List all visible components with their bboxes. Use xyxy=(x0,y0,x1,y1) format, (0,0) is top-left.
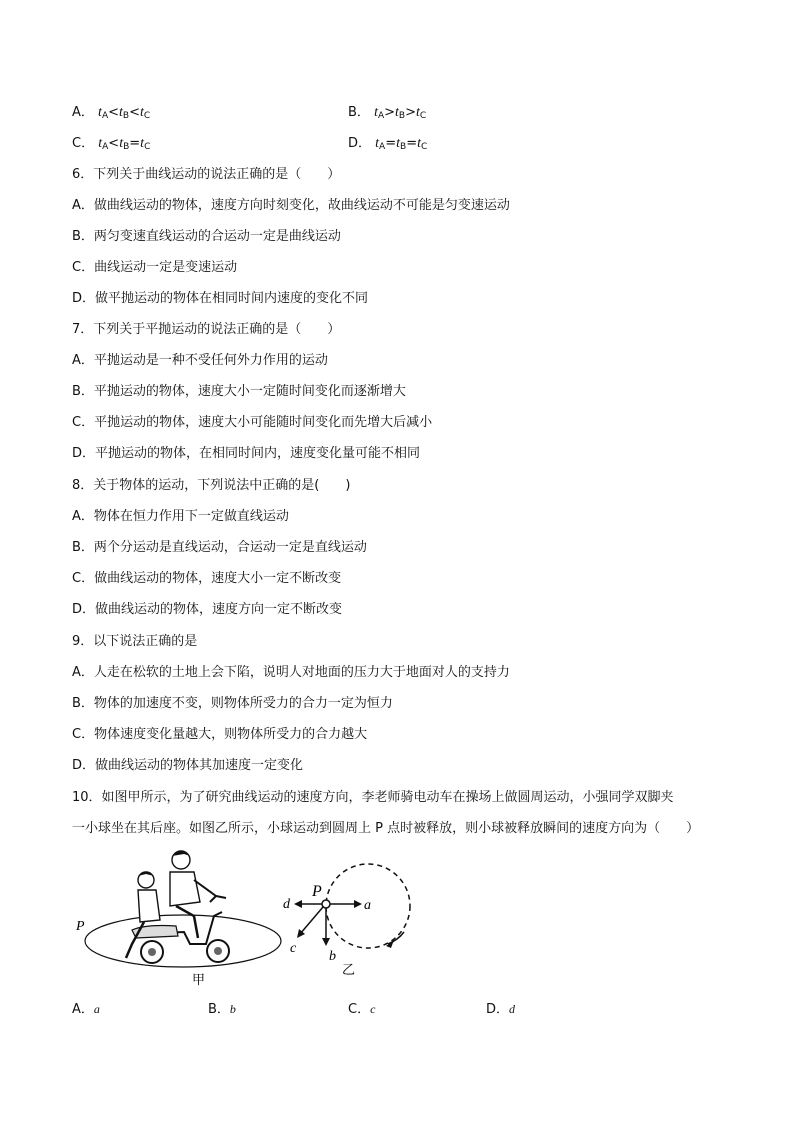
q9-option-b: B．物体的加速度不变，则物体所受力的合力一定为恒力 xyxy=(72,696,393,711)
yi-arrowhead-d xyxy=(294,900,302,908)
q5-option-c: C． $t_A<t_B=t_C$ xyxy=(72,136,151,152)
q9-option-d: D．做曲线运动的物体其加速度一定变化 xyxy=(72,758,304,773)
q7-option-d: D．平抛运动的物体，在相同时间内，速度变化量可能不相同 xyxy=(72,446,421,461)
yi-rotation-arrow xyxy=(388,932,404,944)
q10-option-b: B．b xyxy=(208,1002,236,1017)
q5-option-b: B． $t_A>t_B>t_C$ xyxy=(348,105,427,121)
q8-stem: 8．关于物体的运动，下列说法中正确的是( ) xyxy=(72,478,351,493)
q8-option-a: A．物体在恒力作用下一定做直线运动 xyxy=(72,509,289,524)
figure-jia xyxy=(75,851,281,988)
yi-arrow-c xyxy=(300,907,323,934)
yi-arrowhead-b xyxy=(322,938,330,946)
jia-rear-hub xyxy=(148,948,156,956)
q7-option-c: C．平抛运动的物体，速度大小可能随时间变化而先增大后减小 xyxy=(72,415,433,430)
jia-handlebar xyxy=(210,896,226,902)
yi-point-label: P xyxy=(312,883,322,900)
yi-label-a: a xyxy=(364,898,371,913)
q6-stem: 6．下列关于曲线运动的说法正确的是（ ） xyxy=(72,167,341,182)
q9-option-a: A．人走在松软的土地上会下陷，说明人对地面的压力大于地面对人的支持力 xyxy=(72,665,510,680)
q10-figures xyxy=(66,846,426,996)
q6-option-c: C．曲线运动一定是变速运动 xyxy=(72,260,238,275)
q7-stem: 7．下列关于平抛运动的说法正确的是（ ） xyxy=(72,322,341,337)
yi-caption: 乙 xyxy=(342,963,356,978)
jia-student-body xyxy=(138,890,160,922)
q7-option-a: A．平抛运动是一种不受任何外力作用的运动 xyxy=(72,353,328,368)
q10-option-d: D．d xyxy=(486,1002,516,1017)
figure-yi xyxy=(283,864,410,978)
q8-option-c: C．做曲线运动的物体，速度大小一定不断改变 xyxy=(72,571,342,586)
q5-option-d: D． $t_A=t_B=t_C$ xyxy=(348,136,428,152)
q6-option-b: B．两匀变速直线运动的合运动一定是曲线运动 xyxy=(72,229,341,244)
q10-figure-svg xyxy=(66,846,426,996)
jia-point-label: P xyxy=(76,919,85,934)
q6-option-d: D．做平抛运动的物体在相同时间内速度的变化不同 xyxy=(72,291,369,306)
yi-point-p xyxy=(322,900,330,908)
q9-stem: 9．以下说法正确的是 xyxy=(72,634,198,649)
q9-option-c: C．物体速度变化量越大，则物体所受力的合力越大 xyxy=(72,727,368,742)
q6-option-a: A．做曲线运动的物体，速度方向时刻变化，故曲线运动不可能是匀变速运动 xyxy=(72,198,510,213)
yi-label-c: c xyxy=(290,941,297,956)
q5-option-a: A． $t_A<t_B<t_C$ xyxy=(72,105,151,121)
q10-stem-line2: 一小球坐在其后座。如图乙所示，小球运动到圆周上 P 点时被释放，则小球被释放瞬间的速度方向为（ ） xyxy=(72,821,700,836)
q10-option-c: C．c xyxy=(348,1002,376,1017)
jia-teacher-body xyxy=(170,872,200,906)
jia-front-hub xyxy=(214,947,222,955)
q7-option-b: B．平抛运动的物体，速度大小一定随时间变化而逐渐增大 xyxy=(72,384,406,399)
q10-option-a: A．a xyxy=(72,1002,100,1017)
yi-label-b: b xyxy=(329,949,336,964)
q8-option-b: B．两个分运动是直线运动，合运动一定是直线运动 xyxy=(72,540,367,555)
jia-teacher-leg xyxy=(176,906,198,938)
q8-option-d: D．做曲线运动的物体，速度方向一定不断改变 xyxy=(72,602,343,617)
q10-stem-line1: 10．如图甲所示，为了研究曲线运动的速度方向，李老师骑电动车在操场上做圆周运动，小强同学双脚夹 xyxy=(72,790,674,805)
yi-label-d: d xyxy=(283,897,290,912)
yi-arrowhead-a xyxy=(354,900,362,908)
jia-ellipse-track xyxy=(85,915,281,967)
jia-caption: 甲 xyxy=(192,973,206,988)
